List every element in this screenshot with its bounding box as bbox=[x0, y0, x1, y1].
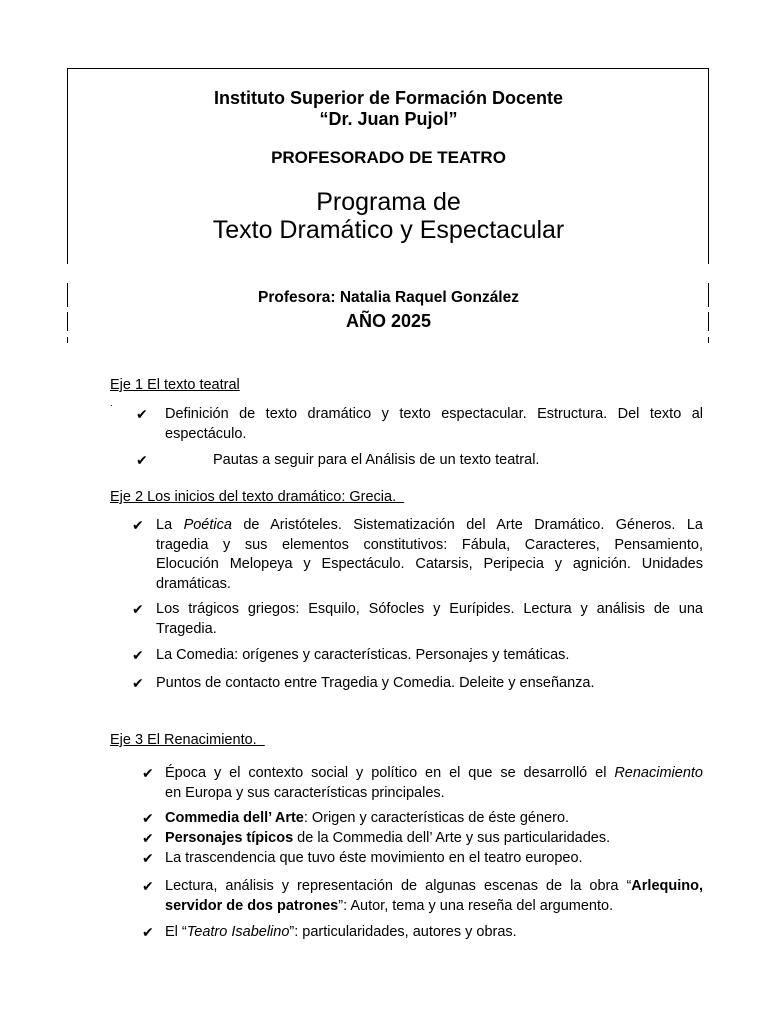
check-icon: ✔ bbox=[132, 601, 144, 617]
check-icon: ✔ bbox=[142, 765, 154, 781]
frame-right-border-tick bbox=[708, 337, 709, 343]
institute-name: Instituto Superior de Formación Docente bbox=[213, 88, 564, 108]
document-title-line1: Programa de bbox=[316, 188, 461, 216]
eje1-item-2: Pautas a seguir para el Análisis de un texto teatral. bbox=[213, 452, 540, 468]
eje2-item-3: La Comedia: orígenes y características. Personajes y temáticas. bbox=[156, 647, 570, 663]
program-name: PROFESORADO DE TEATRO bbox=[271, 148, 506, 167]
eje1-title: Eje 1 El texto teatral bbox=[110, 377, 240, 393]
eje3-item-5: Lectura, análisis y representación de algunas escenas de la obra “Arlequino, servidor de dos patrones”: Autor, tema y una reseña del argumento. bbox=[165, 878, 703, 914]
teacher-name: Profesora: Natalia Raquel González bbox=[258, 289, 519, 306]
stray-dot: . bbox=[110, 398, 113, 409]
eje2-title: Eje 2 Los inicios del texto dramático: Grecia. bbox=[110, 489, 405, 505]
check-icon: ✔ bbox=[142, 830, 154, 846]
check-icon: ✔ bbox=[132, 517, 144, 533]
eje3-item-1: Época y el contexto social y político en el que se desarrolló el Renacimiento en Europa y sus características principales. bbox=[165, 765, 703, 801]
check-icon: ✔ bbox=[136, 452, 148, 468]
check-icon: ✔ bbox=[142, 924, 154, 940]
eje1-item-1: Definición de texto dramático y texto espectacular. Estructura. Del texto al espectáculo. bbox=[165, 406, 703, 442]
check-icon: ✔ bbox=[132, 647, 144, 663]
check-icon: ✔ bbox=[142, 878, 154, 894]
document-title-line2: Texto Dramático y Espectacular bbox=[212, 216, 565, 244]
check-icon: ✔ bbox=[136, 406, 148, 422]
frame-top-border bbox=[67, 68, 709, 69]
check-icon: ✔ bbox=[142, 810, 154, 826]
check-icon: ✔ bbox=[132, 675, 144, 691]
eje2-item-4: Puntos de contacto entre Tragedia y Comedia. Deleite y enseñanza. bbox=[156, 675, 595, 691]
institute-patron: “Dr. Juan Pujol” bbox=[319, 109, 458, 129]
eje3-item-2: Commedia dell’ Arte: Origen y características de éste género. bbox=[165, 810, 570, 826]
eje3-item-3: Personajes típicos de la Commedia dell’ Arte y sus particularidades. bbox=[165, 830, 611, 846]
frame-left-border-tick bbox=[67, 337, 68, 343]
eje3-title: Eje 3 El Renacimiento. bbox=[110, 732, 265, 748]
year-label: AÑO 2025 bbox=[345, 311, 432, 331]
eje2-item-2: Los trágicos griegos: Esquilo, Sófocles y Eurípides. Lectura y análisis de una Tragedia. bbox=[156, 601, 703, 637]
eje2-item-1: La Poética de Aristóteles. Sistematización del Arte Dramático. Géneros. La tragedia y sus elementos constitutivos: Fábula, Caracteres, Pensamiento, Elocución Melopeya y Espectáculo. Catarsis, Peripecia y agnición. Unidades dramáticas. bbox=[156, 517, 703, 592]
check-icon: ✔ bbox=[142, 850, 154, 866]
eje3-item-4: La trascendencia que tuvo éste movimiento en el teatro europeo. bbox=[165, 850, 583, 866]
eje3-item-6: El “Teatro Isabelino”: particularidades, autores y obras. bbox=[165, 924, 517, 940]
